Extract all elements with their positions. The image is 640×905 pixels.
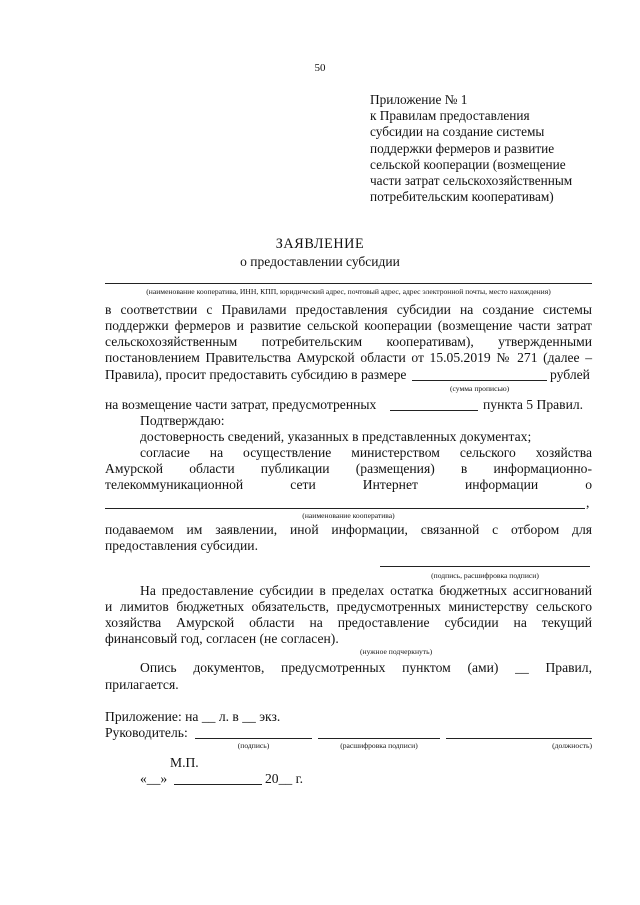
appendix-header [370,92,610,205]
body-line: хозяйства Амурской области на предоставление субсидии на текущий [105,615,592,630]
appendix-line: субсидии на создание системы [370,124,545,140]
body-line: пункта 5 Правил. [483,397,584,412]
coop-name-hint: (наименование кооператива) [302,511,395,520]
body-line: финансовый год, согласен (не согласен). [105,631,339,646]
head-signature-field[interactable] [195,738,312,739]
head-name-field[interactable] [318,738,440,739]
page-number: 50 [314,62,326,74]
date-month-field[interactable] [174,771,262,785]
body-line: телекоммуникационной сети Интернет информации о [105,477,592,492]
body-line: На предоставление субсидии в пределах остатка бюджетных ассигнований [140,583,592,598]
body-line: рублей [550,367,590,382]
coop-name-field[interactable] [105,496,585,509]
stamp-label: М.П. [170,755,199,770]
points-field[interactable] [390,397,478,411]
body-line: подаваемом им заявлении, иной информации, связанной с отбором для [105,522,592,537]
body-line: в соответствии с Правилами предоставления субсидии на создание системы [105,302,592,317]
body-line: Амурской области публикации (размещения) в информационно- [105,461,592,476]
body-line: и лимитов бюджетных обязательств, предусмотренных министерству сельского [105,599,592,614]
document-title: ЗАЯВЛЕНИЕ [275,236,365,252]
document-subtitle: о предоставлении субсидии [240,254,400,269]
body-line: Правила), просит предоставить субсидию в размере [105,367,407,382]
decode-hint: (расшифровка подписи) [340,741,418,750]
body-line: достоверность сведений, указанных в представленных документах; [140,429,532,444]
body-line: прилагается. [105,677,179,692]
date-year: 20__ г. [265,771,304,786]
body-line: Опись документов, предусмотренных пунктом (ами) __ Правил, [140,660,592,675]
body-line: поддержки фермеров и развитие сельской кооперации (возмещение части затрат [105,318,592,333]
head-position-field[interactable] [446,738,592,739]
body-line: согласие на осуществление министерством сельского хозяйства [140,445,592,460]
head-label: Руководитель: [105,725,188,740]
date-day: «__» [140,771,168,786]
signature-hint: (подпись, расшифровка подписи) [431,571,539,580]
appendix-line: сельской кооперации (возмещение [370,156,566,172]
appendix-line: потребительским кооперативам) [370,189,554,205]
appendix-line: Приложение № 1 [370,92,468,107]
sum-hint: (сумма прописью) [450,384,510,393]
appendix-line: поддержки фермеров и развитие [370,140,555,156]
body-line: на возмещение части затрат, предусмотренных [105,397,377,412]
body-line: сельскохозяйственным потребительским кооперативам), утвержденными [105,334,592,349]
coop-details-field[interactable] [105,283,592,284]
underline-hint: (нужное подчеркнуть) [360,647,433,656]
sign-hint: (подпись) [237,741,270,750]
position-hint: (должность) [552,741,592,750]
coop-details-hint: (наименование кооператива, ИНН, КПП, юридический адрес, почтовый адрес, адрес электронной почты, место нахождения) [146,287,551,296]
attachment-line: Приложение: на __ л. в __ экз. [105,709,281,724]
body-line: постановлением Правительства Амурской области от 15.05.2019 № 271 (далее – [105,350,592,365]
body-line: предоставления субсидии. [105,538,258,553]
comma: , [586,495,590,510]
signature-field[interactable] [380,566,590,567]
confirm-label: Подтверждаю: [140,413,225,428]
subsidy-amount-field[interactable] [412,367,547,381]
appendix-line: к Правилам предоставления [370,108,530,124]
appendix-line: части затрат сельскохозяйственным [370,173,573,189]
